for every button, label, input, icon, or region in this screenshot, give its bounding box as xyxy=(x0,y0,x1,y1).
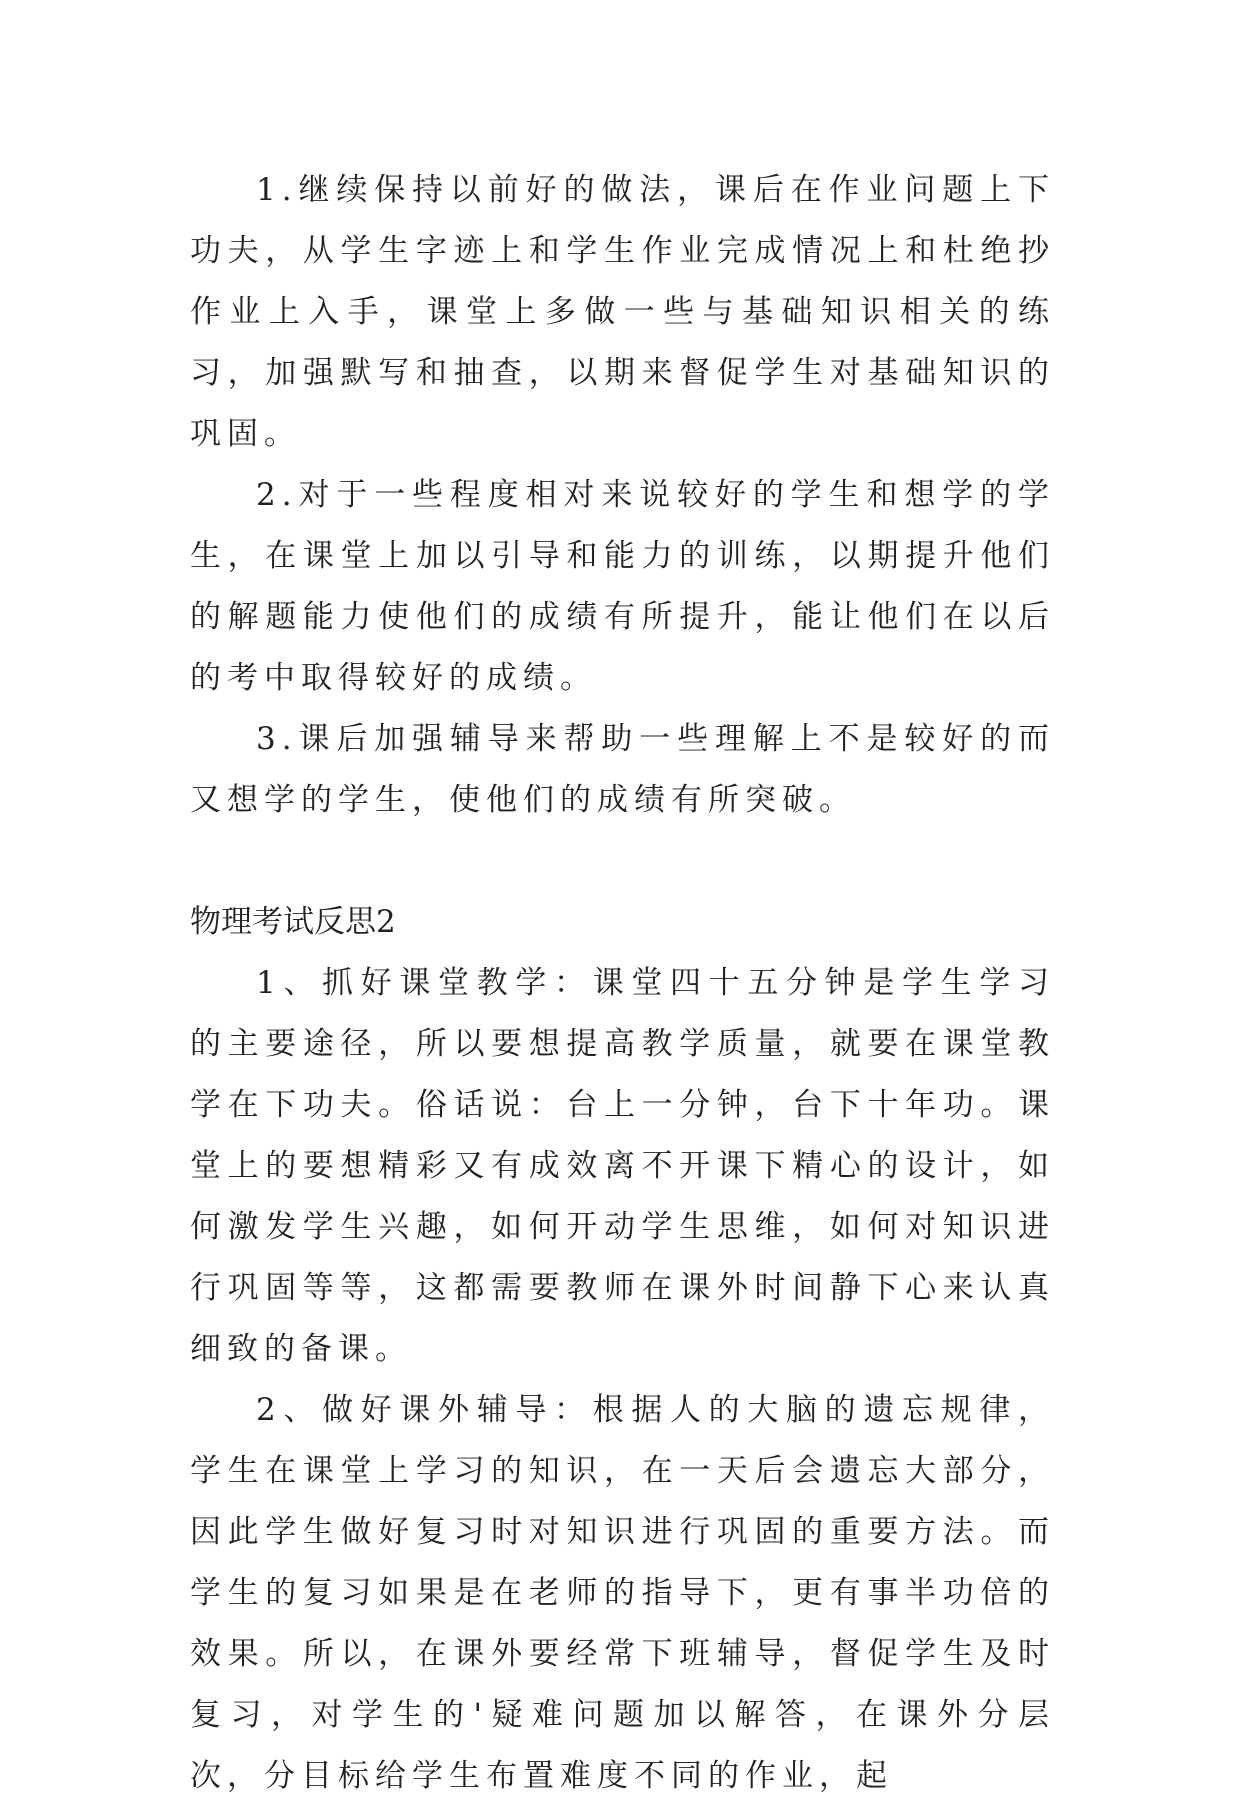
paragraph-1: 1.继续保持以前好的做法，课后在作业问题上下功夫，从学生字迹上和学生作业完成情况上和杜绝抄作业上入手，课堂上多做一些与基础知识相关的练习，加强默写和抽查，以期来督促学生对基础知识的巩固。 xyxy=(190,172,1055,452)
section-heading: 物理考试反思2 xyxy=(190,904,396,940)
paragraph-5: 2、做好课外辅导：根据人的大脑的遗忘规律，学生在课堂上学习的知识，在一天后会遗忘大部分，因此学生做好复习时对知识进行巩固的重要方法。而学生的复习如果是在老师的指导下，更有事半功倍的效果。所以，在课外要经常下班辅导，督促学生及时复习，对学生的'疑难问题加以解答，在课外分层次，分目标给学生布置难度不同的作业，起 xyxy=(190,1392,1055,1794)
document-body xyxy=(190,160,1055,1807)
paragraph-3: 3.课后加强辅导来帮助一些理解上不是较好的而又想学的学生，使他们的成绩有所突破。 xyxy=(190,721,1055,818)
paragraph-2: 2.对于一些程度相对来说较好的学生和想学的学生，在课堂上加以引导和能力的训练，以期提升他们的解题能力使他们的成绩有所提升，能让他们在以后的考中取得较好的成绩。 xyxy=(190,477,1055,696)
section-gap xyxy=(190,831,1055,892)
paragraph-4: 1、抓好课堂教学：课堂四十五分钟是学生学习的主要途径，所以要想提高教学质量，就要在课堂教学在下功夫。俗话说：台上一分钟，台下十年功。课堂上的要想精彩又有成效离不开课下精心的设计，如何激发学生兴趣，如何开动学生思维，如何对知识进行巩固等等，这都需要教师在课外时间静下心来认真细致的备课。 xyxy=(190,965,1055,1367)
